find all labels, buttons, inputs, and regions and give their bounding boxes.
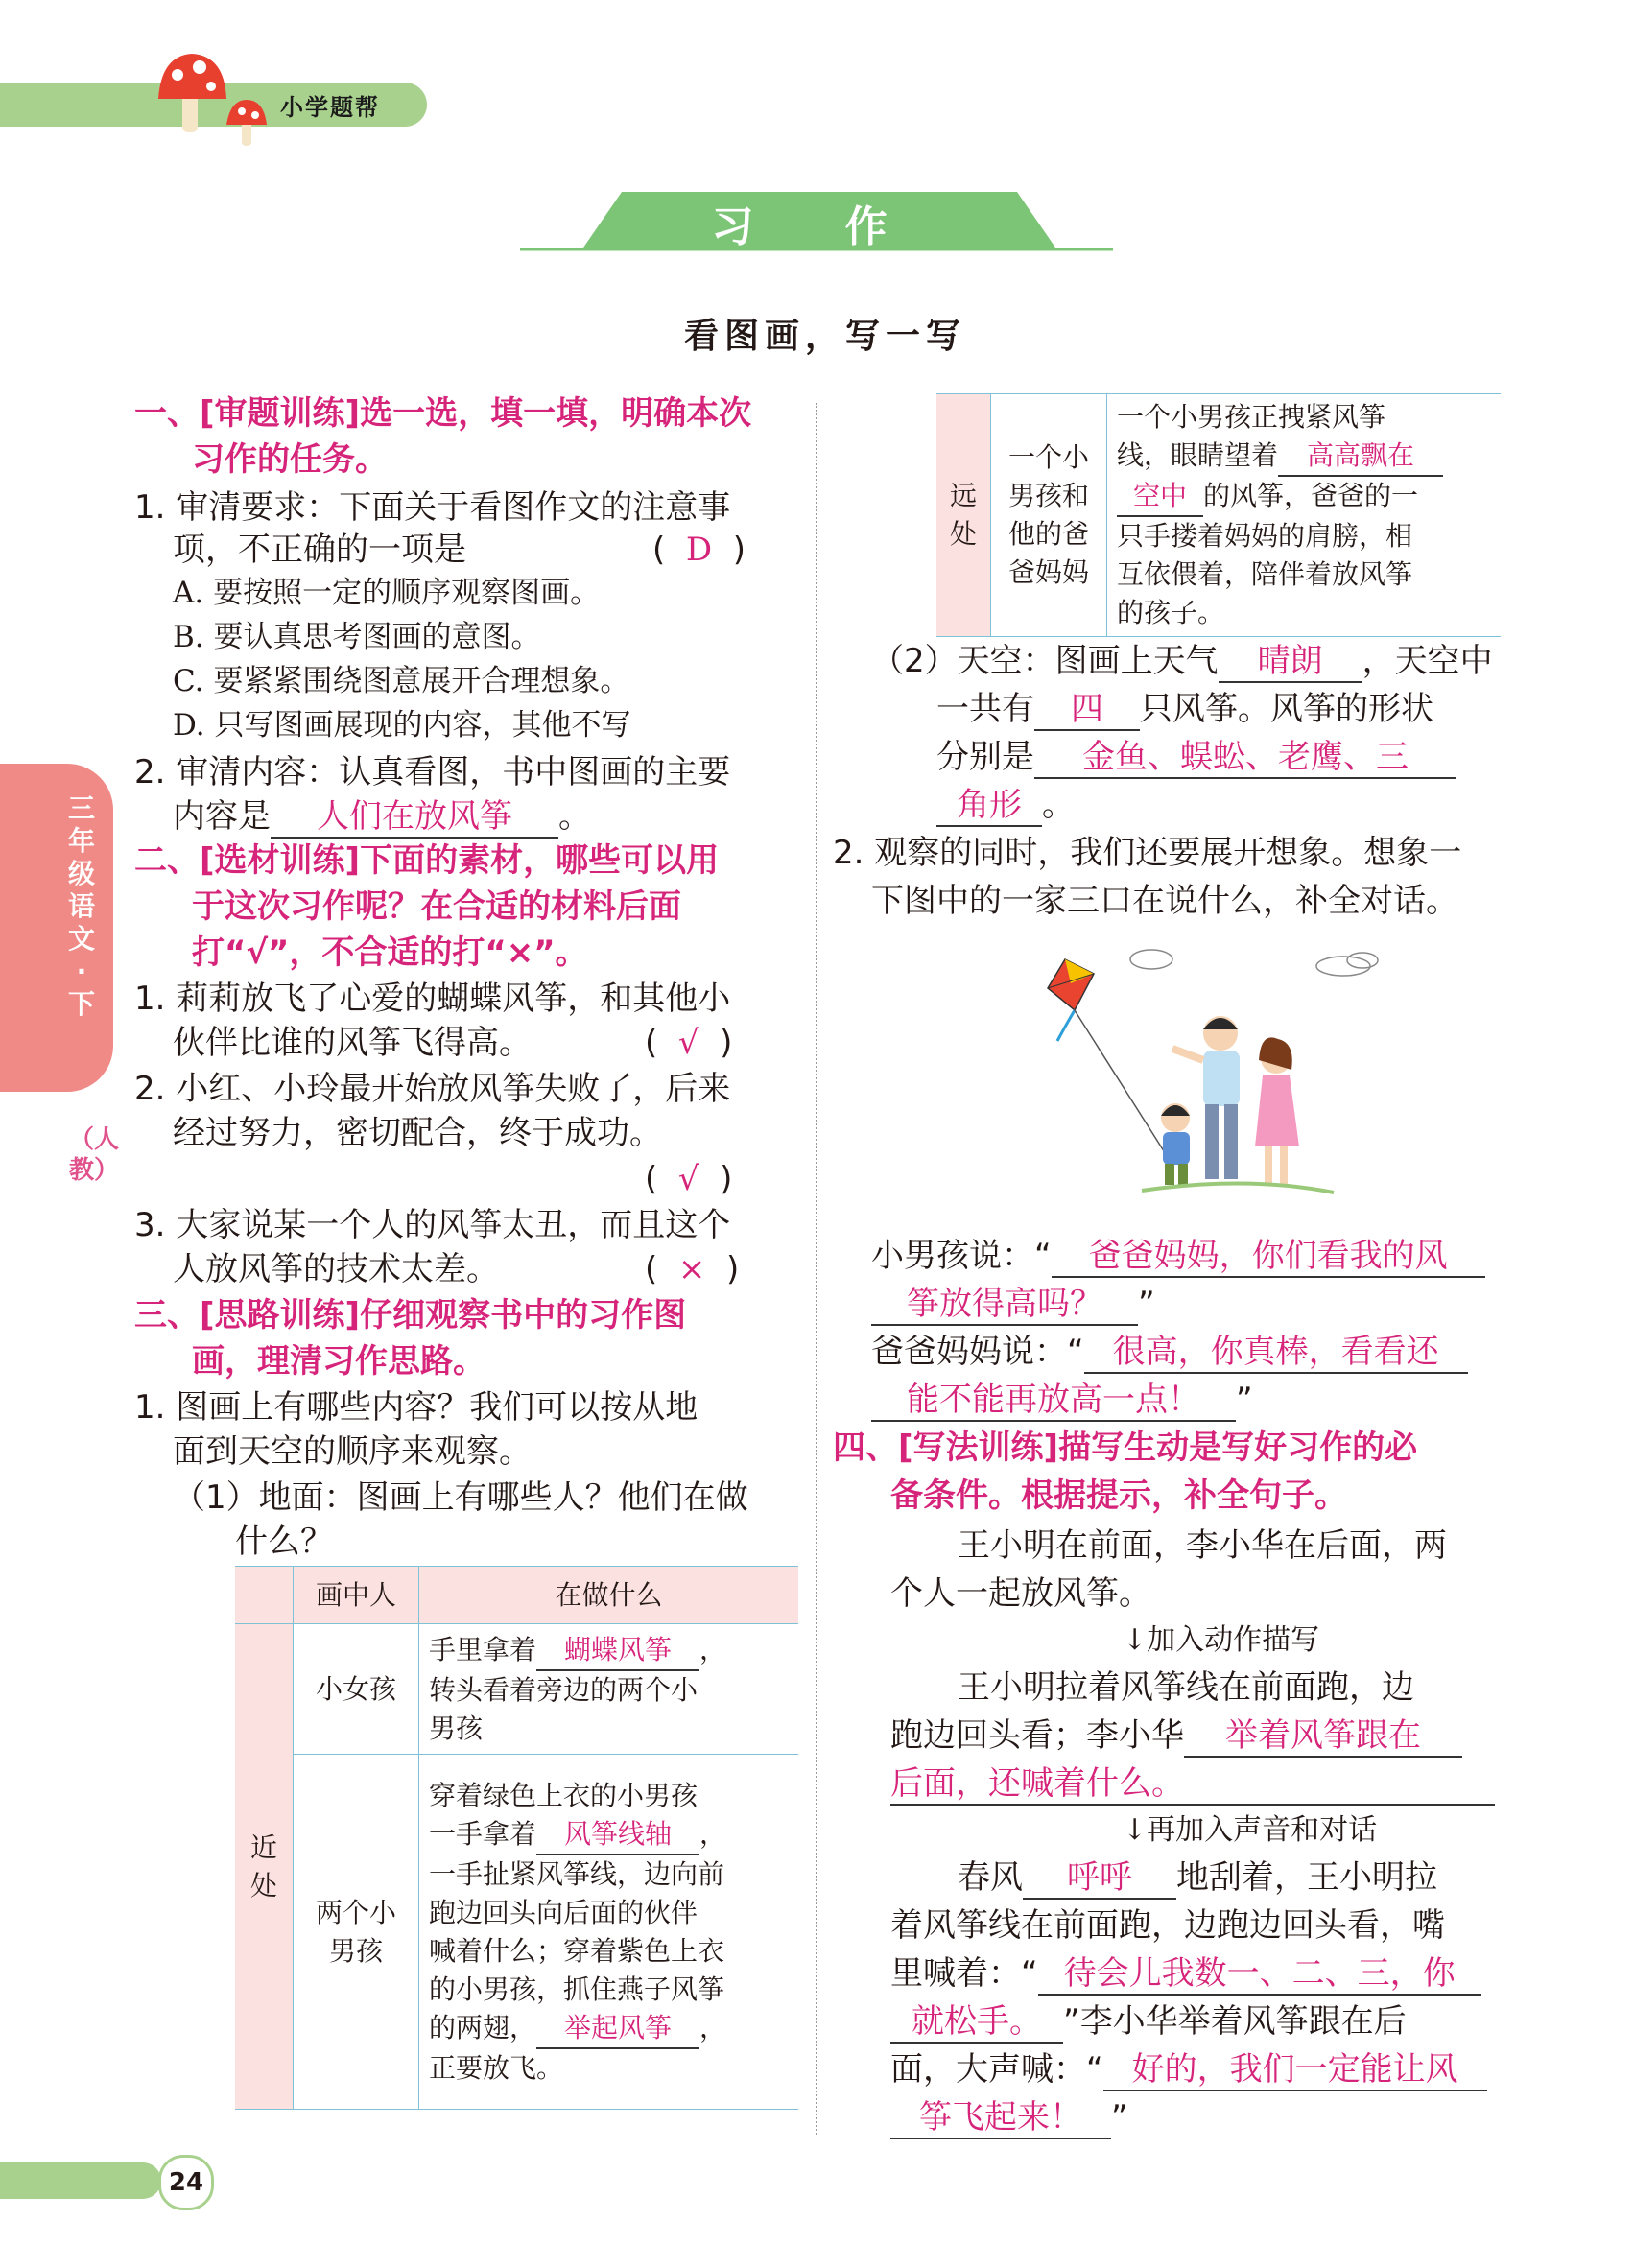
far-table bbox=[936, 393, 1501, 637]
part2-heading-1: 二、[选材训练]下面的素材，哪些可以用 bbox=[134, 841, 720, 880]
part1-heading-1: 一、[审题训练]选一选，填一填，明确本次 bbox=[134, 394, 752, 433]
part4-heading-2: 备条件。根据提示，补全句子。 bbox=[890, 1477, 1347, 1515]
part2-item1-line2: 伙伴比谁的风筝飞得高。 bbox=[173, 1024, 532, 1062]
part3-q1a-line2: 什么？ bbox=[235, 1523, 333, 1561]
part2-item2-mark: √ bbox=[677, 1160, 699, 1198]
part4-s3-line6: 筝飞起来！ ” bbox=[890, 2097, 1128, 2139]
s2-answer-1: 举着风筝跟在 bbox=[1184, 1715, 1462, 1758]
sky-line1: （2）天空：图画上天气 晴朗 ，天空中 bbox=[871, 641, 1493, 683]
part2-item3-line2: 人放风筝的技术太差。 bbox=[173, 1250, 499, 1288]
footer-bar bbox=[0, 2162, 161, 2199]
hint-action: ↓加入动作描写 bbox=[1123, 1623, 1320, 1657]
part3-q1a-line1: （1）地面：图画上有哪些人？他们在做 bbox=[173, 1478, 748, 1517]
part3-q1-line1: 1. 图画上有哪些内容？我们可以按从地 bbox=[134, 1388, 699, 1427]
section-title: 习 作 bbox=[711, 202, 926, 251]
part1-q1-line2: 项，不正确的一项是 bbox=[173, 531, 466, 569]
part2-item1-bracket: ( √ ) bbox=[645, 1024, 733, 1062]
option-d: D. 只写图画展现的内容，其他不写 bbox=[173, 708, 631, 743]
sky-count: 四 bbox=[1034, 689, 1140, 731]
parents-say-line1: 爸爸妈妈说：“ 很高，你真棒，看看还 bbox=[871, 1332, 1468, 1374]
part2-item2-line2: 经过努力，密切配合，终于成功。 bbox=[173, 1114, 662, 1152]
page-subtitle: 看图画，写一写 bbox=[683, 316, 966, 356]
side-tab-edition: （人教） bbox=[69, 1125, 120, 1185]
row2-doing: 穿着绿色上衣的小男孩 一手拿着 风筝线轴 ， 一手扯紧风筝线，边向前 跑边回头向后面的伙伴 喊着什么；穿着紫色上衣 的小男孩，抓住燕子风筝 的两翅， 举起风筝 ， 正要放飞。 bbox=[419, 1755, 799, 2110]
part1-q1-line1: 1. 审清要求：下面关于看图作文的注意事 bbox=[134, 488, 731, 527]
parents-answer-1: 很高，你真棒，看看还 bbox=[1084, 1332, 1468, 1374]
part4-s3-line2: 着风筝线在前面跑，边跑边回头看，嘴 bbox=[890, 1906, 1445, 1945]
part3-heading-1: 三、[思路训练]仔细观察书中的习作图 bbox=[134, 1296, 687, 1335]
part1-q2-answer: 人们在放风筝 bbox=[271, 796, 558, 839]
part2-item3-line1: 3. 大家说某一个人的风筝太丑，而且这个 bbox=[134, 1206, 731, 1244]
part4-s2-line2: 跑边回头看；李小华 举着风筝跟在 bbox=[890, 1715, 1462, 1758]
s3-sound: 呼呼 bbox=[1023, 1857, 1176, 1900]
side-tab-grade: 三年级语文·下 bbox=[67, 792, 95, 1020]
s2-answer-2: 后面，还喊着什么。 bbox=[890, 1763, 1495, 1806]
sky-line4: 角形 。 bbox=[936, 785, 1075, 827]
part2-item1-line1: 1. 莉莉放飞了心爱的蝴蝶风筝，和其他小 bbox=[134, 980, 731, 1018]
part3-heading-2: 画，理清习作思路。 bbox=[192, 1342, 485, 1381]
part3-q2-line2: 下图中的一家三口在说什么，补全对话。 bbox=[871, 882, 1458, 920]
sky-line3: 分别是 金鱼、蜈蚣、老鹰、三 bbox=[936, 737, 1456, 779]
part2-item3-bracket: ( × ) bbox=[645, 1250, 740, 1288]
row1-person: 小女孩 bbox=[294, 1624, 419, 1755]
boy-says-line1: 小男孩说：“ 爸爸妈妈，你们看我的风 bbox=[871, 1236, 1485, 1278]
column-divider bbox=[816, 403, 817, 2135]
page-number: 24 bbox=[158, 2155, 214, 2210]
option-b: B. 要认真思考图画的意图。 bbox=[173, 620, 541, 654]
part1-q1-bracket: ( D ) bbox=[652, 531, 746, 569]
sky-weather: 晴朗 bbox=[1219, 641, 1362, 683]
near-group-label: 近处 bbox=[235, 1624, 294, 2110]
far-blank1: 高高飘在 bbox=[1278, 437, 1443, 477]
part1-heading-2: 习作的任务。 bbox=[192, 440, 388, 479]
boy-answer-2: 筝放得高吗？ bbox=[871, 1284, 1138, 1326]
part1-q2-line2: 内容是 人们在放风筝 。 bbox=[173, 796, 591, 839]
part4-s1-line1: 王小明在前面，李小华在后面，两 bbox=[958, 1526, 1447, 1565]
far-person: 一个小 男孩和 他的爸 爸妈妈 bbox=[991, 394, 1107, 637]
part4-s3-line4: 就松手。 ”李小华举着风筝跟在后 bbox=[890, 2001, 1407, 2044]
part2-heading-3: 打“√”，不合适的打“×”。 bbox=[192, 933, 588, 972]
part4-s1-line2: 个人一起放风筝。 bbox=[890, 1574, 1151, 1613]
part2-item1-mark: √ bbox=[677, 1024, 699, 1062]
part2-item2-line1: 2. 小红、小玲最开始放风筝失败了，后来 bbox=[134, 1070, 731, 1108]
part4-heading-1: 四、[写法训练]描写生动是写好习作的必 bbox=[833, 1429, 1418, 1467]
far-group-label: 远处 bbox=[936, 394, 991, 637]
part2-item3-mark: × bbox=[677, 1250, 706, 1288]
sky-shapes-2: 角形 bbox=[936, 785, 1042, 827]
part4-s2-line1: 王小明拉着风筝线在前面跑，边 bbox=[958, 1668, 1414, 1707]
col-header-doing: 在做什么 bbox=[419, 1567, 799, 1624]
part4-s3-line3: 里喊着：“ 待会儿我数一、二、三，你 bbox=[890, 1953, 1481, 1996]
brand-name: 小学题帮 bbox=[280, 94, 380, 121]
sky-shapes-1: 金鱼、蜈蚣、老鹰、三 bbox=[1034, 737, 1456, 779]
parents-answer-2: 能不能再放高一点！ bbox=[871, 1380, 1236, 1422]
col-header-person: 画中人 bbox=[294, 1567, 419, 1624]
part2-heading-2: 于这次习作呢？在合适的材料后面 bbox=[192, 887, 681, 926]
sky-line2: 一共有 四 只风筝。风筝的形状 bbox=[936, 689, 1433, 731]
part3-q2-line1: 2. 观察的同时，我们还要展开想象。想象一 bbox=[833, 834, 1462, 872]
part4-s2-line3 bbox=[890, 1763, 1495, 1806]
row2-blank1: 风筝线轴 bbox=[536, 1815, 699, 1855]
part2-item2-bracket: ( √ ) bbox=[645, 1160, 733, 1198]
near-table bbox=[235, 1566, 798, 2110]
option-c: C. 要紧紧围绕图意展开合理想象。 bbox=[173, 664, 630, 698]
s3-answer-2: 就松手。 bbox=[890, 2001, 1063, 2044]
kite-family-illustration bbox=[998, 935, 1420, 1214]
boy-answer-1: 爸爸妈妈，你们看我的风 bbox=[1052, 1236, 1485, 1278]
far-doing: 一个小男孩正拽紧风筝 线，眼睛望着 高高飘在 空中 的风筝，爸爸的一 只手搂着妈妈的肩膀，相 互依偎着，陪伴着放风筝 的孩子。 bbox=[1107, 394, 1502, 637]
part1-q2-line1: 2. 审清内容：认真看图，书中图画的主要 bbox=[134, 753, 731, 791]
parents-say-line2: 能不能再放高一点！ ” bbox=[871, 1380, 1253, 1422]
far-blank2: 空中 bbox=[1117, 477, 1203, 517]
part4-s3-line1: 春风 呼呼 地刮着，王小明拉 bbox=[958, 1857, 1437, 1900]
s3-answer-4: 筝飞起来！ bbox=[890, 2097, 1111, 2139]
part4-s3-line5: 面，大声喊：“ 好的，我们一定能让风 bbox=[890, 2049, 1487, 2091]
option-a: A. 要按照一定的顺序观察图画。 bbox=[173, 576, 601, 610]
s3-answer-3: 好的，我们一定能让风 bbox=[1103, 2049, 1487, 2091]
row2-blank2: 举起风筝 bbox=[536, 2009, 699, 2049]
boy-says-line2: 筝放得高吗？ ” bbox=[871, 1284, 1155, 1326]
row1-doing: 手里拿着 蝴蝶风筝 ， 转头看着旁边的两个小 男孩 bbox=[419, 1624, 799, 1755]
row1-blank: 蝴蝶风筝 bbox=[536, 1631, 699, 1671]
part1-q1-answer: D bbox=[685, 531, 713, 569]
s3-answer-1: 待会儿我数一、二、三，你 bbox=[1038, 1953, 1481, 1996]
part3-q1-line2: 面到天空的顺序来观察。 bbox=[173, 1432, 532, 1471]
row2-person: 两个小 男孩 bbox=[294, 1755, 419, 2110]
hint-sound: ↓再加入声音和对话 bbox=[1123, 1813, 1378, 1847]
